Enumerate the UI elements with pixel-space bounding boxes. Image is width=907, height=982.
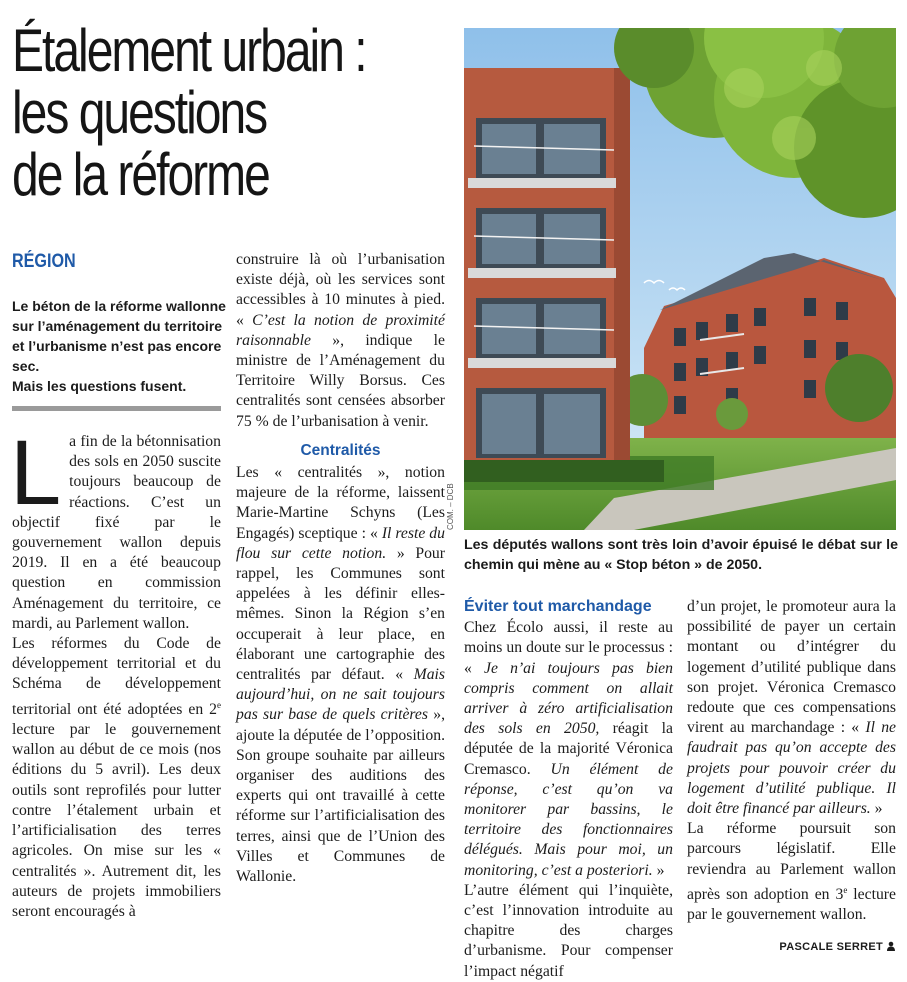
paragraph: Chez Écolo aussi, il reste au moins un doute sur le processus : « Je n’ai toujours pas bien compris comment on allait arriver à zéro artificialisation des sols en 2050, réagit la députée de la majorité Véronica Cremasco. Un élément de réponse, c’est qu’on va monitorer par bassins, le territoire des fonctionnaires délégués. Mais pour moi, un monitoring, c’est a posteriori. » [464, 619, 673, 879]
paragraph: construire là où l’urbanisation existe déjà, où les services sont accessibles à 10 minutes à pied. « C’est la notion de proximité raisonnable », indique le ministre de l’Aménagement du Territoire Willy Borsus. Ces centralités sont censées absorber 75 % de l’urbanisation à venir. [236, 251, 445, 430]
headline [12, 17, 366, 208]
paragraph: Les « centralités », notion majeure de la réforme, laissent Marie-Martine Schyns (Les Engagés) sceptique : « Il reste du flou sur cette notion. » Pour rappel, les Communes sont appelées à les définir elles-mêmes. Sinon la Région s’en occuperait à leur place, en élaborant une cartographie des centralités par défaut. « Mais aujourd’hui, on ne sait toujours pas sur base de quels critères », ajoute la députée de l’opposition. Son groupe souhaite par ailleurs organiser des auditions des experts qui ont travaillé à cette réforme sur l’artificialisation des terres, ainsi que de l’Union des Villes et Communes de Wallonie. [236, 464, 445, 886]
headline-line: les questions [12, 79, 267, 146]
paragraph: Les réformes du Code de développement territorial et du Schéma de développement territorial ont été adoptées en 2e lecture par le gouvernement wallon au début de ce mois (nos éditions du 5 avril). Les deux outils sont reprofilés pour lutter contre l’étalement urbain et l’artificialisation des terres agricoles. On mise sur les « centralités ». Autrement dit, les auteurs de projets immobiliers seront encouragés à [12, 635, 221, 920]
paragraph: La réforme poursuit son parcours législatif. Elle reviendra au Parlement wallon après son adoption en 3e lecture par le gouvernement wallon. [687, 820, 896, 924]
standfirst-text: Le béton de la réforme wallonne sur l’aménagement du territoire et l’urbanisme n’est pas encore sec. [12, 298, 226, 374]
byline [740, 941, 896, 953]
photo-credit: COM. – DCB [446, 483, 455, 530]
person-icon [886, 941, 896, 951]
residential-building-photo [464, 28, 896, 530]
standfirst-text: Mais les questions fusent. [12, 378, 187, 394]
paragraph: L’autre élément qui l’inquiète, c’est l’innovation introduite au chapitre des charges d’urbanisme. Pour compenser l’impact négatif [464, 881, 673, 980]
author-name: PASCALE SERRET [779, 941, 883, 953]
article-photo [464, 28, 896, 530]
subheading: Centralités [300, 441, 381, 459]
paragraph: d’un projet, le promoteur aura la possibilité de payer un certain montant ou d’intégrer du logement d’utilité publique dans son projet. Véronica Cremasco redoute que ces compensations virent au marchandage : « Il ne faudrait pas qu’on accepte des projets pour pouvoir créer du logement d’utilité publique. Il doit être financé par ailleurs. » [687, 598, 896, 818]
subheading: Éviter tout marchandage [464, 598, 652, 615]
article-column-3 [464, 597, 673, 982]
headline-line: de la réforme [12, 141, 269, 208]
divider [12, 406, 221, 411]
paragraph: La fin de la bétonnisation des sols en 2050 suscite toujours beaucoup de réactions. C’est un objectif fixé par le gouvernement wallon depuis 2019. Il en a été beaucoup question en commission Aménagement du territoire, ce mardi, au Parlement wallon. [10, 422, 221, 632]
headline-line: Étalement urbain : [12, 17, 366, 84]
article-column-2 [236, 250, 445, 887]
drop-cap: L [10, 422, 62, 524]
article-column-1 [10, 422, 221, 922]
standfirst [12, 296, 227, 396]
photo-caption: Les députés wallons sont très loin d’avoir épuisé le débat sur le chemin qui mène au « Stop béton » de 2050. [464, 537, 898, 573]
article-column-4 [687, 597, 896, 925]
section-rubric: RÉGION [12, 251, 76, 272]
